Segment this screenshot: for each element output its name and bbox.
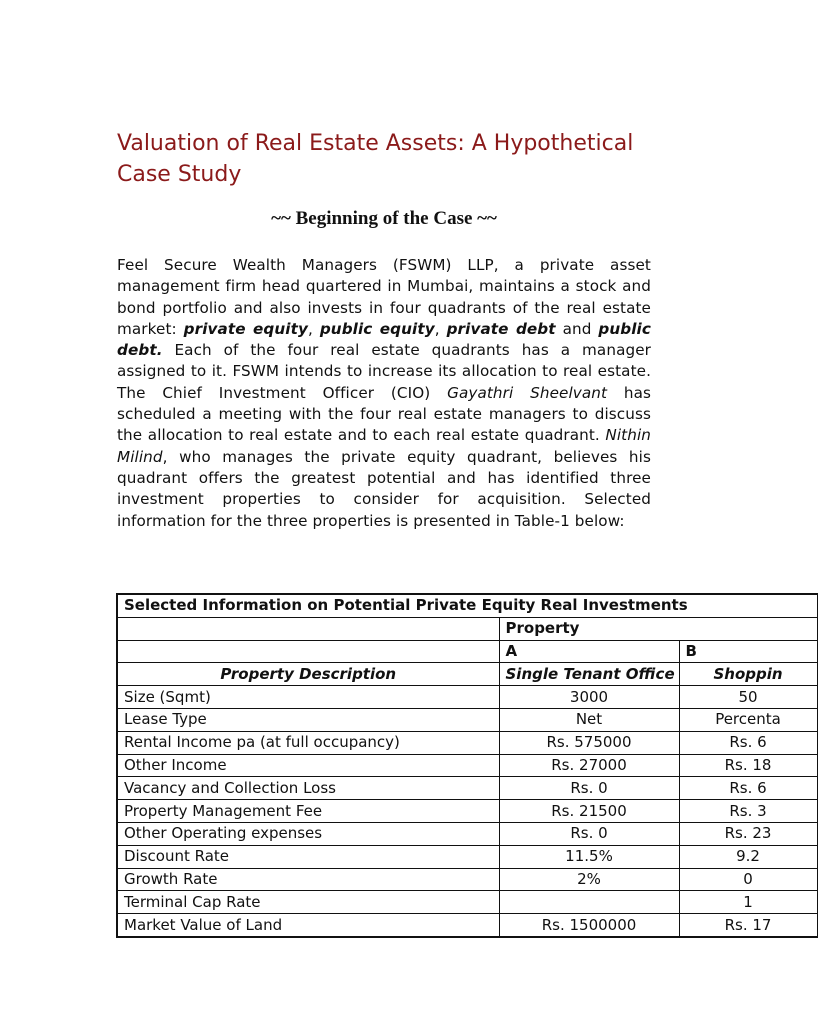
property-info-table: [116, 593, 818, 938]
row-label: Lease Type: [117, 708, 499, 731]
property-b-value: 1: [679, 891, 817, 914]
table-row: [117, 708, 817, 731]
table-row: [117, 754, 817, 777]
case-subtitle: ~~ Beginning of the Case ~~: [271, 208, 497, 229]
property-a-description: Single Tenant Office: [499, 663, 679, 686]
property-a-value: 3000: [499, 686, 679, 709]
table-row: [117, 686, 817, 709]
table-row: [117, 777, 817, 800]
row-label: Terminal Cap Rate: [117, 891, 499, 914]
description-header: Property Description: [117, 663, 499, 686]
table-row: [117, 868, 817, 891]
property-a-value: Rs. 0: [499, 777, 679, 800]
property-b-value: 9.2: [679, 845, 817, 868]
property-b-value: Percenta: [679, 708, 817, 731]
column-b-header: B: [679, 640, 817, 663]
property-b-value: Rs. 3: [679, 800, 817, 823]
row-label: Size (Sqmt): [117, 686, 499, 709]
property-a-value: Net: [499, 708, 679, 731]
property-b-value: Rs. 6: [679, 731, 817, 754]
quadrant-private-equity: private equity: [183, 319, 308, 338]
row-label: Property Management Fee: [117, 800, 499, 823]
case-intro-paragraph: [117, 255, 651, 532]
empty-cell: [117, 617, 499, 640]
property-a-value: Rs. 21500: [499, 800, 679, 823]
table-row: [117, 800, 817, 823]
table-caption: Selected Information on Potential Private Equity Real Investments: [117, 594, 817, 617]
paragraph-text: , who manages the private equity quadrant, believes his quadrant offers the greatest potential and has identified three investment properties to consider for acquisition. Selected information for the three properties is presented in Table-1 below:: [117, 447, 651, 530]
paragraph-text: ,: [434, 319, 447, 338]
column-a-header: A: [499, 640, 679, 663]
quadrant-public-debt: public debt.: [117, 319, 651, 360]
property-b-value: Rs. 18: [679, 754, 817, 777]
row-label: Growth Rate: [117, 868, 499, 891]
table-column-letter-row: [117, 640, 817, 663]
table-row: [117, 845, 817, 868]
paragraph-text: Each of the four real estate quadrants has a manager assigned to it. FSWM intends to increase its allocation to real estate. The Chief Investment Officer (CIO): [117, 341, 651, 402]
row-label: Vacancy and Collection Loss: [117, 777, 499, 800]
row-label: Discount Rate: [117, 845, 499, 868]
property-b-description: Shoppin: [679, 663, 817, 686]
quadrant-public-equity: public equity: [319, 319, 435, 338]
table-row: [117, 731, 817, 754]
manager-name: Nithin Milind: [117, 426, 651, 466]
document-title: Valuation of Real Estate Assets: A Hypothetical Case Study: [117, 131, 634, 187]
quadrant-private-debt: private debt: [446, 319, 556, 338]
table-description-row: [117, 663, 817, 686]
row-label: Other Operating expenses: [117, 822, 499, 845]
row-label: Market Value of Land: [117, 914, 499, 937]
property-b-value: Rs. 23: [679, 822, 817, 845]
paragraph-text: has scheduled a meeting with the four real estate managers to discuss the allocation to real estate and to each real estate quadrant.: [117, 383, 652, 445]
property-a-value: Rs. 575000: [499, 731, 679, 754]
paragraph-text: and: [555, 319, 599, 338]
table-caption-row: [117, 594, 817, 617]
table-header-row: [117, 617, 817, 640]
table-row: [117, 914, 817, 937]
property-a-value: 2%: [499, 868, 679, 891]
row-label: Rental Income pa (at full occupancy): [117, 731, 499, 754]
property-a-value: 11.5%: [499, 845, 679, 868]
property-b-value: 50: [679, 686, 817, 709]
property-header: Property: [499, 617, 817, 640]
property-a-value: Rs. 1500000: [499, 914, 679, 937]
property-a-value: Rs. 0: [499, 822, 679, 845]
paragraph-text: Feel Secure Wealth Managers (FSWM) LLP, a private asset management firm head quartered in Mumbai, maintains a stock and bond portfolio and also invests in four quadrants of the real estate market:: [117, 256, 651, 338]
table-row: [117, 822, 817, 845]
property-b-value: Rs. 17: [679, 914, 817, 937]
property-b-value: 0: [679, 868, 817, 891]
property-b-value: Rs. 6: [679, 777, 817, 800]
property-a-value: [499, 891, 679, 914]
paragraph-text: ,: [307, 319, 320, 338]
row-label: Other Income: [117, 754, 499, 777]
table-row: [117, 891, 817, 914]
cio-name: Gayathri Sheelvant: [447, 383, 608, 402]
property-a-value: Rs. 27000: [499, 754, 679, 777]
empty-cell: [117, 640, 499, 663]
